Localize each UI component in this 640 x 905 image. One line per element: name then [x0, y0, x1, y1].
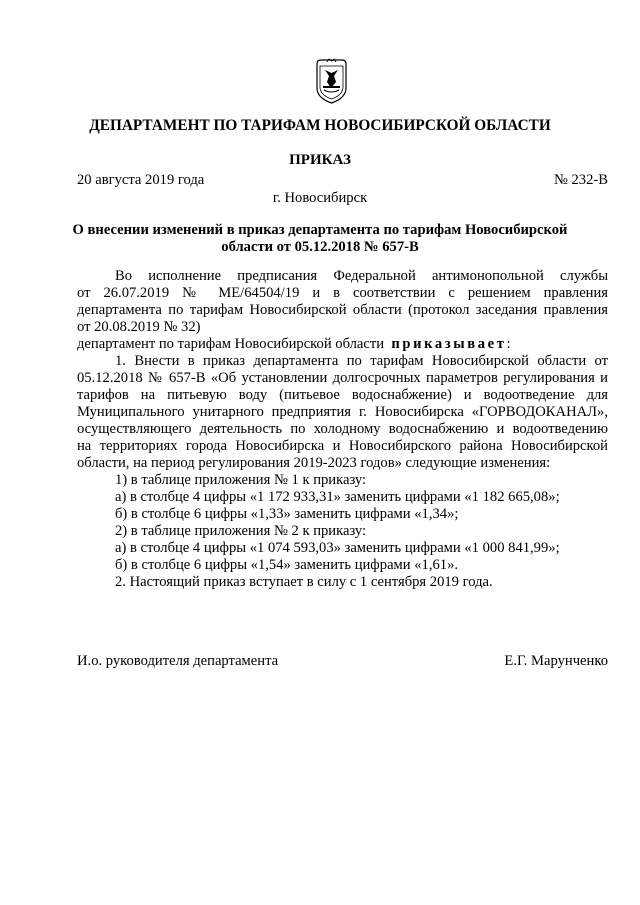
sub-item: б) в столбце 6 цифры «1,33» заменить цифрами «1,34»; [115, 506, 459, 522]
order-city: г. Новосибирск [272, 190, 368, 206]
department-title: ДЕПАРТАМЕНТ ПО ТАРИФАМ НОВОСИБИРСКОЙ ОБЛАСТИ [89, 117, 551, 134]
body-line: тарифов на питьевую воду (питьевое водоснабжение) и водоотведение для [77, 387, 608, 403]
body-line: области, на период регулирования 2019-2023 годов» следующие изменения: [77, 455, 551, 471]
order-date: 20 августа 2019 года [77, 172, 205, 188]
body-line: от 20.08.2019 № 32) [77, 319, 201, 335]
body-text: департамент по тарифам Новосибирской области [77, 336, 385, 352]
body-line: Муниципального унитарного предприятия г. Новосибирска «ГОРВОДОКАНАЛ», [77, 404, 608, 420]
sub-item: а) в столбце 4 цифры «1 074 593,03» заменить цифрами «1 000 841,99»; [115, 540, 560, 556]
signatory-position: И.о. руководителя департамента [77, 653, 279, 669]
body-line: 05.12.2018 № 657-В «Об установлении долгосрочных параметров регулирования и [77, 370, 608, 386]
body-line: осуществляющего деятельность по холодному водоснабжению и водоотведению [77, 421, 608, 437]
signatory-name: Е.Г. Марунченко [504, 653, 608, 669]
subject-line-2: области от 05.12.2018 № 657-В [221, 239, 419, 255]
body-text: : [506, 336, 511, 352]
body-line: департамента по тарифам Новосибирской области (протокол заседания правления [77, 302, 608, 318]
sub-item: 1) в таблице приложения № 1 к приказу: [115, 472, 367, 488]
sub-item: б) в столбце 6 цифры «1,54» заменить цифрами «1,61». [115, 557, 459, 573]
coat-of-arms-icon [315, 58, 348, 104]
body-line [77, 336, 511, 353]
sub-item: 2) в таблице приложения № 2 к приказу: [115, 523, 367, 539]
subject-line-1: О внесении изменений в приказ департамента по тарифам Новосибирской [72, 222, 568, 238]
document-type: ПРИКАЗ [289, 152, 351, 168]
body-line: от 26.07.2019 № МЕ/64504/19 и в соответствии с решением правления [77, 285, 608, 301]
body-line: 1. Внести в приказ департамента по тарифам Новосибирской области от [115, 353, 608, 369]
sub-item: а) в столбце 4 цифры «1 172 933,31» заменить цифрами «1 182 665,08»; [115, 489, 560, 505]
emphasized-verb: приказывает [391, 336, 507, 352]
body-line: на территориях города Новосибирска и Новосибирского района Новосибирской [77, 438, 608, 454]
order-number: № 232-В [553, 172, 608, 188]
order-subject [0, 222, 640, 256]
body-line: Во исполнение предписания Федеральной антимонопольной службы [115, 268, 608, 284]
sub-item: 2. Настоящий приказ вступает в силу с 1 сентября 2019 года. [115, 574, 493, 590]
